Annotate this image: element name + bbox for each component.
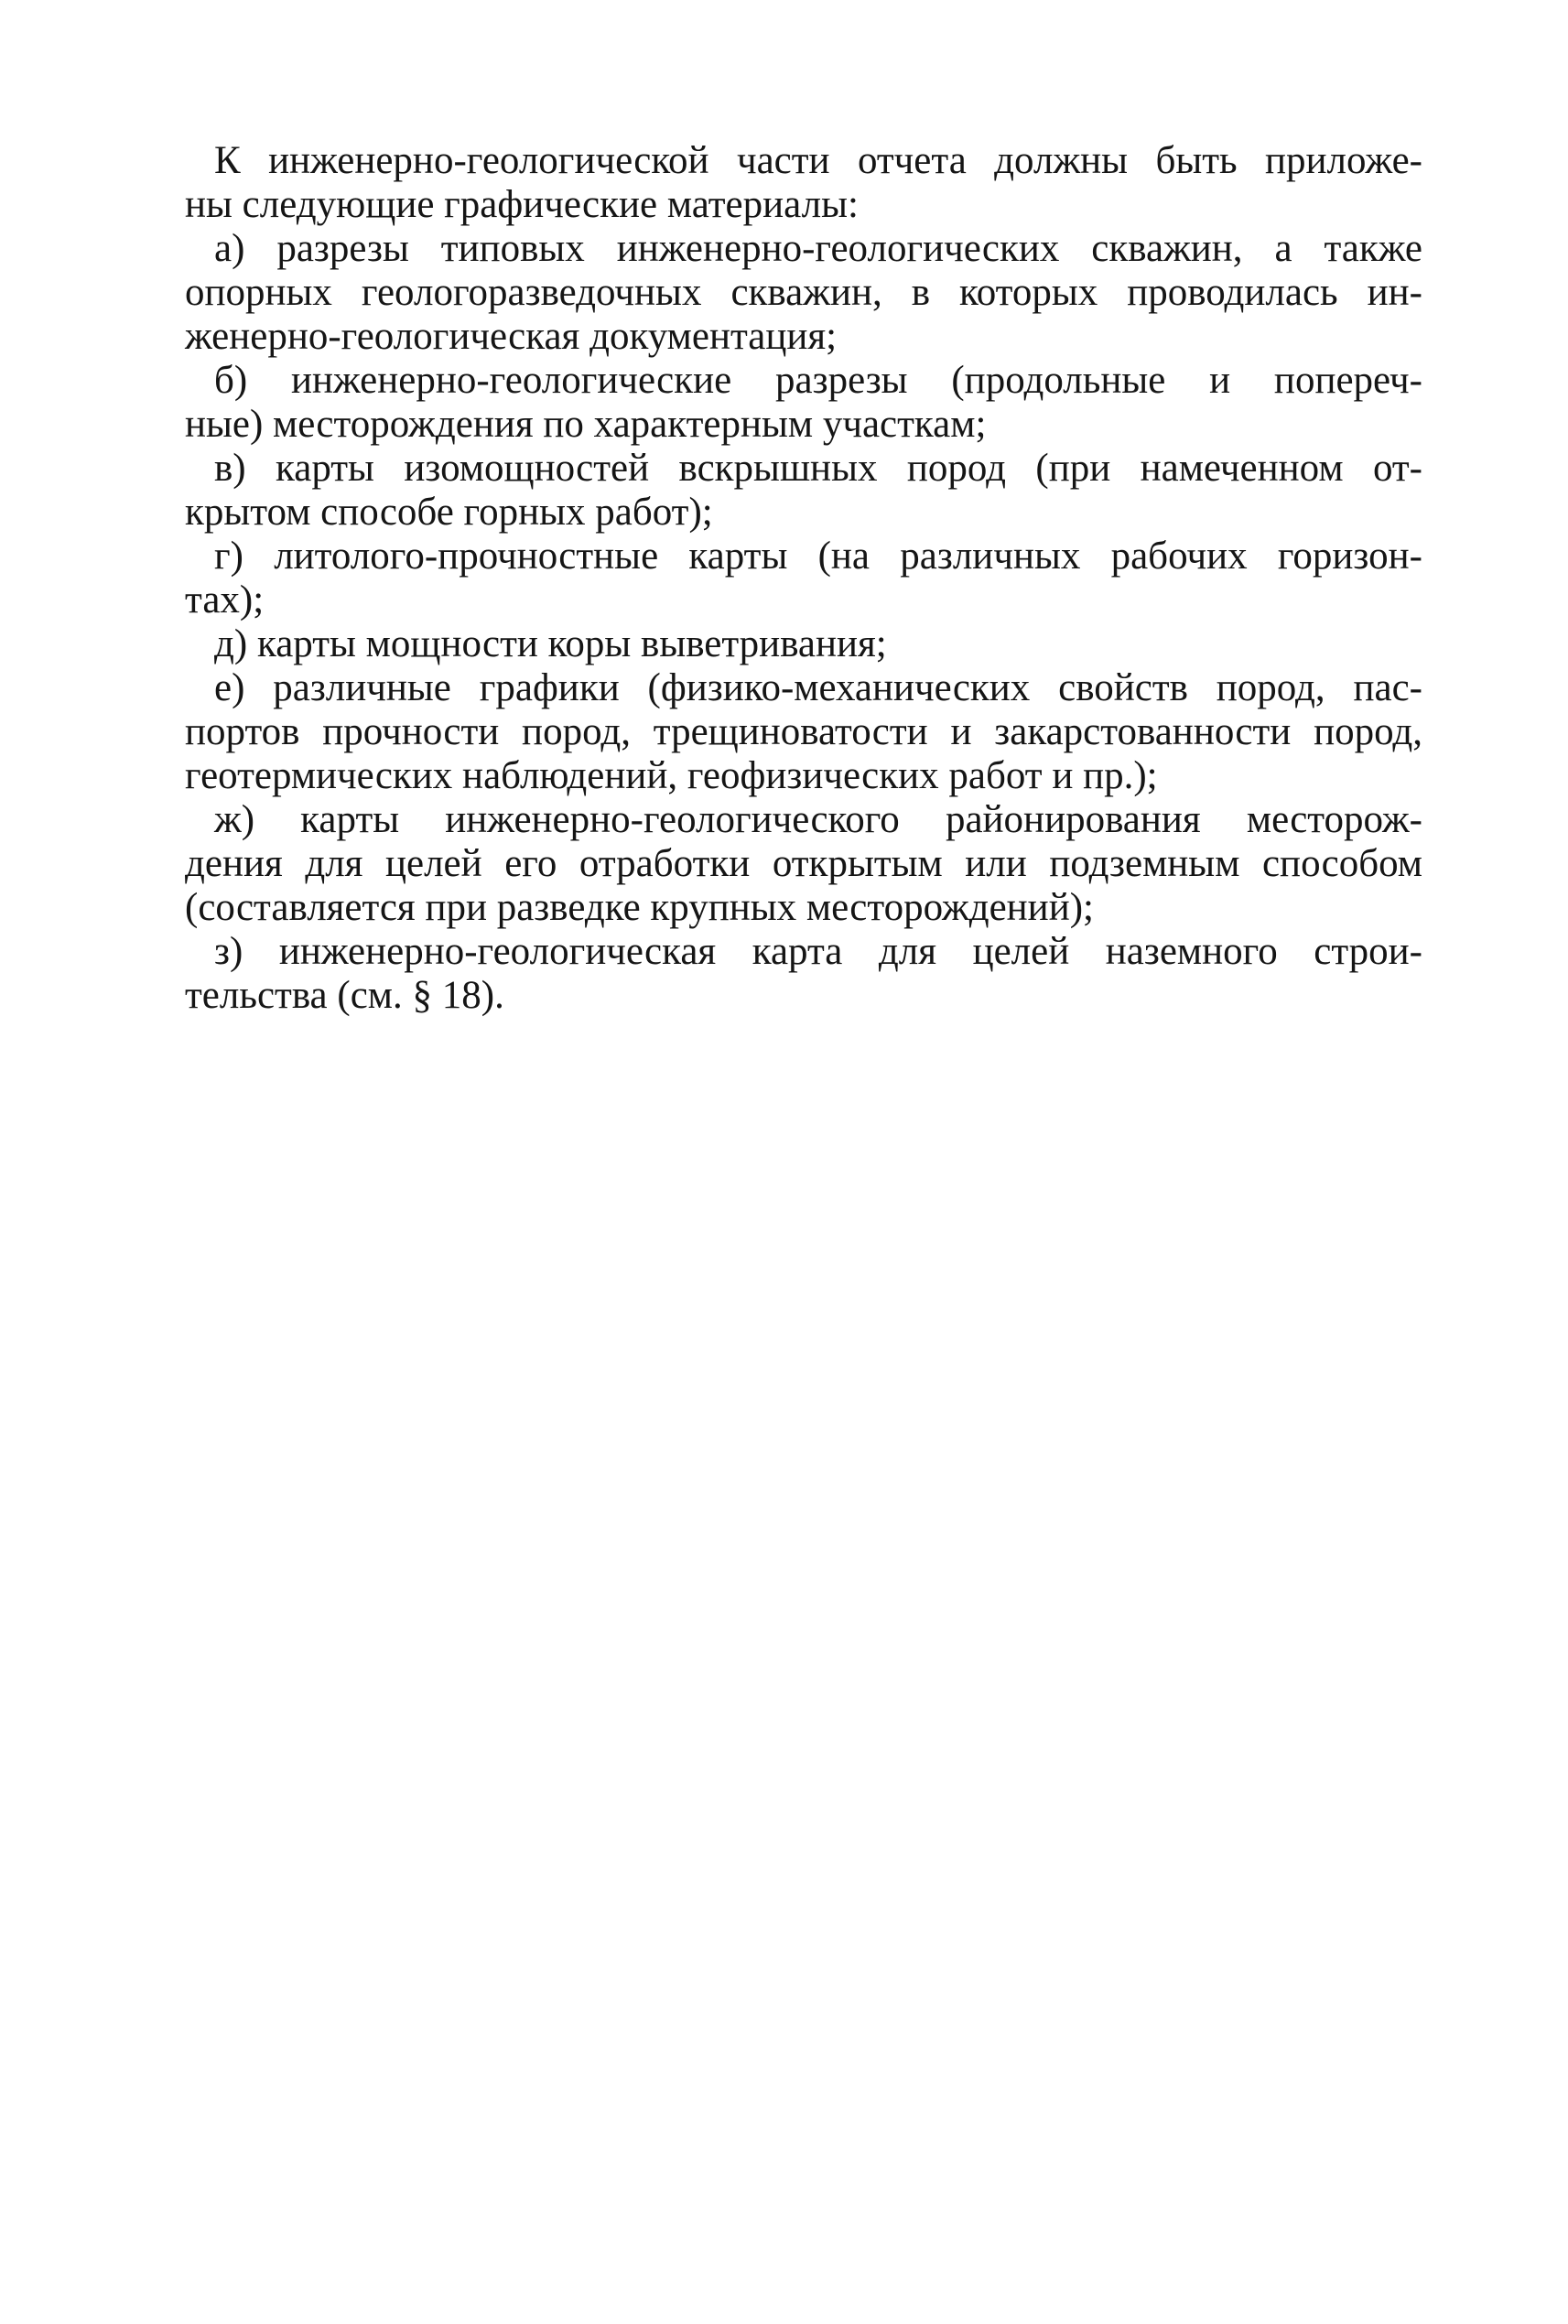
text-line-item-z-1: з) инженерно-геологическая карта для целей наземного строи-	[214, 930, 1422, 973]
text-line-item-g-1: г) литолого-прочностные карты (на различных рабочих горизон-	[214, 535, 1422, 578]
text-line-item-zh-3: (составляется при разведке крупных месторождений);	[185, 886, 1094, 929]
text-line-item-v-1: в) карты изомощностей вскрышных пород (при намеченном от-	[214, 447, 1422, 490]
text-line-item-a-2: опорных геологоразведочных скважин, в которых проводилась ин-	[185, 271, 1422, 314]
text-line-intro-2: ны следующие графические материалы:	[185, 183, 859, 226]
text-line-item-b-1: б) инженерно-геологические разрезы (продольные и попереч-	[214, 359, 1422, 402]
text-line-item-z-2: тельства (см. § 18).	[185, 974, 504, 1017]
text-line-item-zh-1: ж) карты инженерно-геологического районирования месторож-	[214, 798, 1422, 841]
text-line-item-g-2: тах);	[185, 578, 265, 622]
text-line-item-a-1: а) разрезы типовых инженерно-геологических скважин, а также	[214, 227, 1422, 270]
document-text	[185, 139, 1422, 1018]
text-line-item-v-2: крытом способе горных работ);	[185, 491, 713, 534]
text-line-item-b-2: ные) месторождения по характерным участкам;	[185, 403, 987, 446]
text-line-item-zh-2: дения для целей его отработки открытым или подземным способом	[185, 842, 1422, 885]
text-line-item-a-3: женерно-геологическая документация;	[185, 315, 838, 358]
text-line-intro-1: К инженерно-геологической части отчета должны быть приложе-	[214, 139, 1422, 182]
text-line-item-d-1: д) карты мощности коры выветривания;	[214, 622, 887, 665]
text-line-item-e-3: геотермических наблюдений, геофизических работ и пр.);	[185, 754, 1158, 797]
text-line-item-e-1: е) различные графики (физико-механических свойств пород, пас-	[214, 666, 1422, 709]
text-line-item-e-2: портов прочности пород, трещиноватости и закарстованности пород,	[185, 710, 1422, 753]
